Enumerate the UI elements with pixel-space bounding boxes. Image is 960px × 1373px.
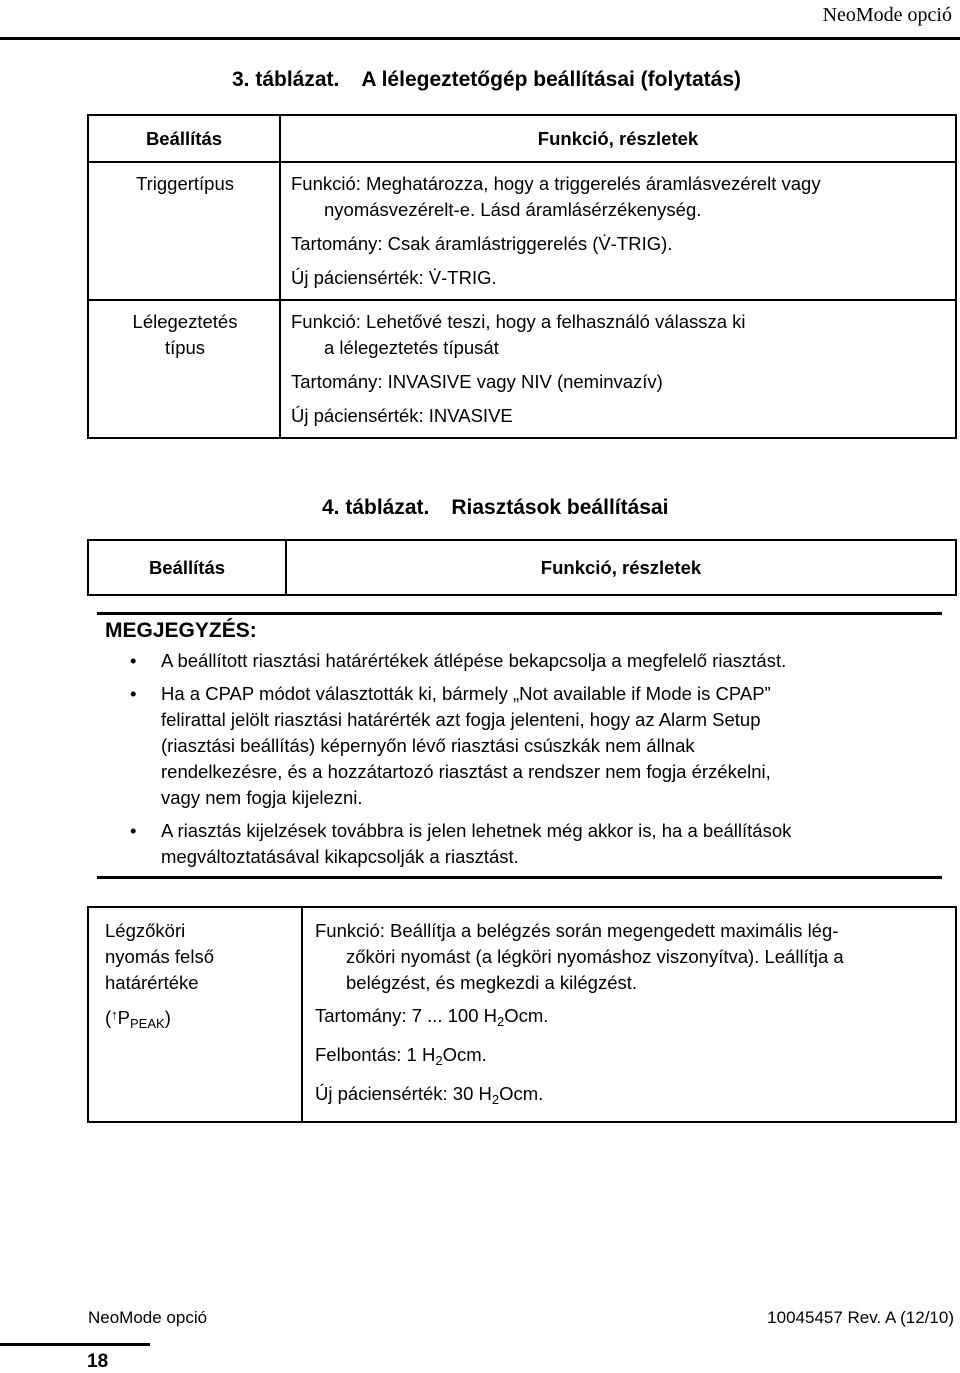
row-line: Új páciensérték: INVASIVE	[291, 405, 513, 426]
table3-caption-number: 3. táblázat.	[232, 68, 340, 91]
bullet-icon: •	[130, 820, 137, 841]
peak-symbol	[105, 1002, 295, 1037]
table4-caption	[322, 496, 668, 520]
table-row	[88, 300, 956, 438]
list-item-line: (riasztási beállítás) képernyőn lévő riasztási csúszkák nem állnak	[161, 735, 695, 756]
row-line: Funkció: Beállítja a belégzés során megengedett maximális lég-	[315, 920, 839, 941]
running-header: NeoMode opció	[822, 4, 952, 26]
table4-col-function: Funkció, részletek	[286, 540, 956, 595]
table-row	[88, 907, 956, 1122]
table4-caption-number: 4. táblázat.	[322, 496, 430, 519]
row-setting	[88, 907, 302, 1122]
table3-col-setting: Beállítás	[88, 115, 280, 162]
row-line: Tartomány: Csak áramlástriggerelés (V̇-TRIG).	[291, 233, 673, 254]
paren-open: (	[105, 1007, 112, 1028]
p-symbol: P	[117, 1007, 131, 1028]
row-function	[280, 300, 956, 438]
row-setting-line: típus	[164, 337, 206, 358]
header-rule	[0, 37, 960, 40]
row-line-new-value	[315, 1081, 949, 1113]
unit-text: Ocm.	[504, 1005, 549, 1026]
table3	[87, 114, 957, 439]
note-rule-top	[97, 612, 942, 615]
list-item-line: A riasztás kijelzések továbbra is jelen lehetnek még akkor is, ha a beállítások	[161, 820, 792, 841]
footer-left: NeoMode opció	[88, 1308, 208, 1327]
table3-caption-title: A lélegeztetőgép beállításai (folytatás)	[361, 68, 742, 91]
row-setting: Triggertípus	[88, 162, 280, 300]
row-line: belégzést, és megkezdi a kilégzést.	[346, 972, 638, 993]
new-value-text: Új páciensérték: 30 H	[315, 1083, 492, 1104]
list-item	[130, 681, 942, 811]
list-item-line: megváltoztatásával kikapcsolják a riasztást.	[161, 846, 519, 867]
unit-text: Ocm.	[499, 1083, 544, 1104]
list-item-line: Ha a CPAP módot választották ki, bármely „Not available if Mode is CPAP”	[161, 683, 771, 704]
row-setting-line: határértéke	[105, 972, 199, 993]
peak-pressure-table	[87, 906, 957, 1123]
list-item-line: felirattal jelölt riasztási határérték azt fogja jelenteni, hogy az Alarm Setup	[161, 709, 761, 730]
page-number: 18	[87, 1351, 109, 1372]
table3-header-row	[88, 115, 956, 162]
table4-header-row	[88, 540, 956, 595]
row-line: Funkció: Meghatározza, hogy a triggerelés áramlásvezérelt vagy	[291, 173, 821, 194]
unit-text: Ocm.	[442, 1044, 487, 1065]
h2o-subscript: 2	[435, 1053, 443, 1068]
resolution-text: Felbontás: 1 H	[315, 1044, 436, 1065]
row-setting	[88, 300, 280, 438]
row-line: Új páciensérték: V̇-TRIG.	[291, 267, 497, 288]
list-item-line: vagy nem fogja kijelezni.	[161, 787, 363, 808]
note-title: MEGJEGYZÉS:	[105, 619, 257, 642]
list-item	[130, 818, 942, 870]
table4-caption-title: Riasztások beállításai	[451, 496, 669, 519]
note-rule-bottom	[97, 876, 942, 879]
bullet-icon: •	[130, 683, 137, 704]
h2o-subscript: 2	[491, 1092, 500, 1107]
range-text: Tartomány: 7 ... 100 H	[315, 1005, 498, 1026]
list-item-line: A beállított riasztási határértékek átlépése bekapcsolja a megfelelő riasztást.	[161, 650, 787, 671]
row-line: a lélegeztetés típusát	[324, 337, 499, 358]
row-setting-line: Légzőköri	[105, 920, 186, 941]
list-item	[130, 648, 942, 674]
h2o-subscript: 2	[497, 1014, 505, 1029]
row-function	[302, 907, 956, 1122]
row-line-range	[315, 1003, 949, 1035]
table3-caption	[232, 68, 741, 92]
peak-subscript: PEAK	[130, 1016, 165, 1031]
paren-close: )	[164, 1007, 171, 1028]
up-arrow-icon: ↑	[111, 1007, 118, 1022]
row-line: zőköri nyomást (a légköri nyomáshoz viszonyítva). Leállítja a	[346, 946, 844, 967]
footer-rule	[0, 1343, 150, 1346]
table3-col-function: Funkció, részletek	[280, 115, 956, 162]
row-line: Tartomány: INVASIVE vagy NIV (neminvazív)	[291, 371, 663, 392]
row-setting-line: nyomás felső	[105, 946, 214, 967]
row-line: nyomásvezérelt-e. Lásd áramlásérzékenység.	[324, 199, 702, 220]
table4-col-setting: Beállítás	[88, 540, 286, 595]
table-row	[88, 162, 956, 300]
footer-right: 10045457 Rev. A (12/10)	[767, 1308, 954, 1327]
row-line: Funkció: Lehetővé teszi, hogy a felhasználó válassza ki	[291, 311, 746, 332]
list-item-line: rendelkezésre, és a hozzátartozó riasztást a rendszer nem fogja érzékelni,	[161, 761, 771, 782]
row-setting-line: Lélegeztetés	[132, 311, 238, 332]
row-line-resolution	[315, 1042, 949, 1074]
table4-header	[87, 539, 957, 596]
note-list	[130, 648, 942, 877]
row-function	[280, 162, 956, 300]
bullet-icon: •	[130, 650, 137, 671]
